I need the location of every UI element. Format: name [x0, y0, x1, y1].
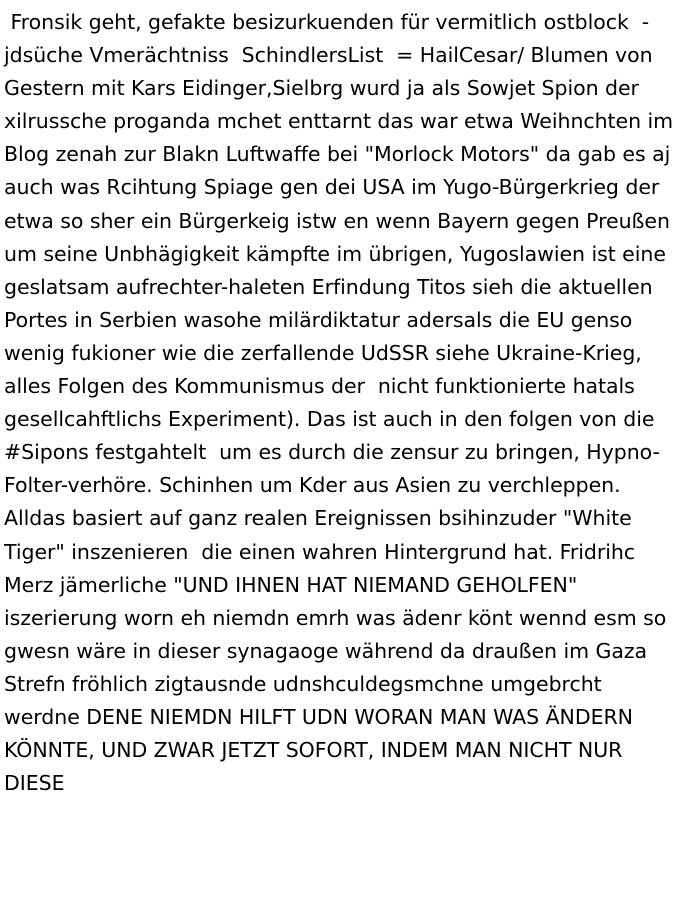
document-text-block: Fronsik geht, gefakte besizurkuenden für vermitlich ostblock -jdsüche Vmerächtniss SchindlersList = HailCesar/ Blumen von Gestern mit Kars Eidinger,Sielbrg wurd ja als Sowjet Spion der xilrussche proganda mchet enttarnt das war etwa Weihnchten im Blog zenah zur Blakn Luftwaffe bei "Morlock Motors" da gab es aj auch was Rcihtung Spiage gen dei USA im Yugo-Bürgerkrieg der etwa so sher ein Bürgerkeig istw en wenn Bayern gegen Preußen um seine Unbhägigkeit kämpfte im übrigen, Yugoslawien ist eine geslatsam aufrechter-haleten Erfindung Titos sieh die aktuellen Portes in Serbien wasohe milärdiktatur adersals die EU genso wenig fukioner wie die zerfallende UdSSR siehe Ukraine-Krieg, alles Folgen des Kommunismus der nicht funktionierte hatals gesellcahftlichs Experiment). Das ist auch in den folgen von die #Sipons festgahtelt um es durch die zensur zu bringen, Hypno-Folter-verhöre. Schinhen um Kder aus Asien zu verchleppen. Alldas basiert auf ganz realen Ereignissen bsihinzuder "White Tiger" inszenieren die einen wahren Hintergrund hat. Fridrihc Merz jämerliche "UND IHNEN HAT NIEMAND GEHOLFEN" iszerierung worn eh niemdn emrh was ädenr könt wennd esm so gwesn wäre in dieser synagaoge während da draußen im Gaza Strefn fröhlich zigtausnde udnshculdegsmchne umgebrcht werdne DENE NIEMDN HILFT UDN WORAN MAN WAS ÄNDERN KÖNNTE, UND ZWAR JETZT SOFORT, INDEM MAN NICHT NUR DIESE	[4, 10, 680, 796]
